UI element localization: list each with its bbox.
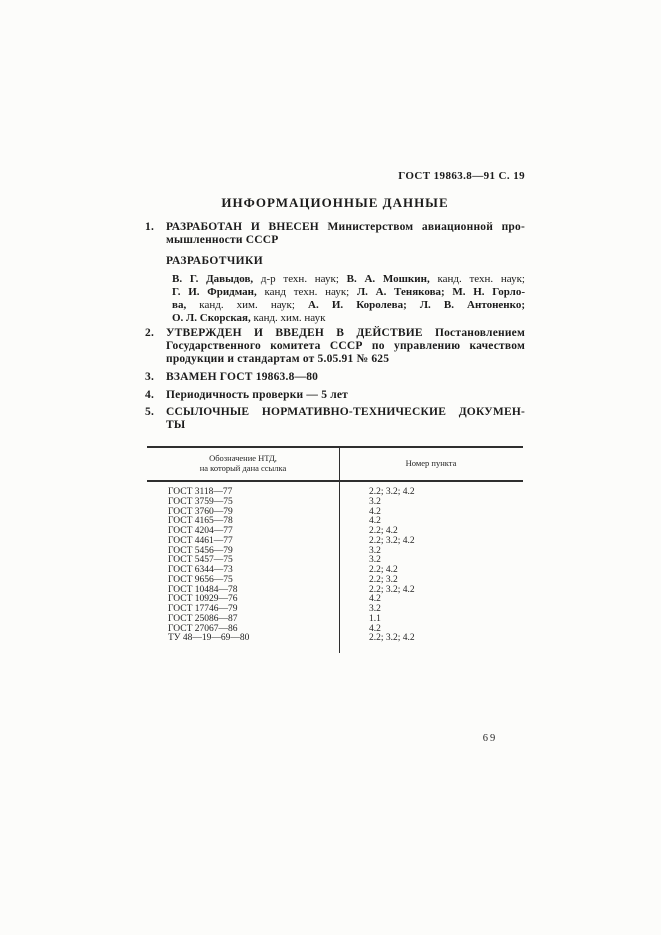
column-header-ntd [147, 454, 339, 473]
running-header: ГОСТ 19863.8—91 С. 19 [398, 170, 525, 182]
item-2-line-3: продукции и стандартам от 5.05.91 № 625 [166, 353, 390, 365]
list-item-4 [145, 389, 525, 402]
list-item-3 [145, 371, 525, 384]
item-2-number: 2. [145, 327, 155, 339]
developers-heading: РАЗРАБОТЧИКИ [166, 255, 264, 267]
item-5-number: 5. [145, 406, 155, 418]
ntd-cell: ГОСТ 3759—75 [168, 496, 233, 507]
clause-cell: 2.2; 3.2; 4.2 [369, 535, 415, 546]
developers-line-1: В. Г. Давыдов, д-р техн. наук; В. А. Мошкин, канд. техн. наук; [172, 273, 525, 285]
table-body [147, 482, 523, 653]
item-2-line-1: УТВЕРЖДЕН И ВВЕДЕН В ДЕЙСТВИЕ Постановлением [166, 327, 525, 339]
item-4-number: 4. [145, 389, 155, 401]
table-row [147, 634, 523, 644]
developers-line-3: ва, канд. хим. наук; А. И. Королева; Л. В. Антоненко; [172, 299, 526, 311]
ntd-cell: ГОСТ 5457—75 [168, 555, 233, 566]
page-number: 69 [482, 733, 498, 744]
ntd-cell: ГОСТ 3118—77 [168, 487, 233, 497]
ntd-cell: ГОСТ 4461—77 [168, 535, 233, 546]
column-header-ntd-line-1: Обозначение НТД, [209, 453, 277, 463]
column-header-ntd-line-2: на который дана ссылка [199, 462, 287, 473]
ntd-cell: ГОСТ 10484—78 [168, 584, 238, 595]
list-item-1 [145, 221, 525, 247]
ntd-cell: ГОСТ 4165—78 [168, 516, 233, 527]
item-1-line-1: РАЗРАБОТАН И ВНЕСЕН Министерством авиационной про- [166, 221, 525, 233]
ntd-cell: ГОСТ 6344—73 [168, 565, 233, 575]
item-4-text [166, 389, 525, 402]
ntd-cell: ГОСТ 17746—79 [168, 604, 238, 614]
item-5-line-1: ССЫЛОЧНЫЕ НОРМАТИВНО-ТЕХНИЧЕСКИЕ ДОКУМЕН- [166, 406, 525, 418]
item-1-line-2: мышленности СССР [166, 234, 279, 246]
ntd-cell: ТУ 48—19—69—80 [168, 633, 250, 644]
clause-cell: 2.2; 3.2; 4.2 [369, 487, 415, 497]
ntd-cell: ГОСТ 10929—76 [168, 594, 238, 605]
column-header-clause-label: Номер пункта [405, 457, 457, 468]
clause-cell: 3.2 [369, 496, 381, 507]
ntd-cell: ГОСТ 3760—79 [168, 506, 233, 517]
clause-cell: 4.2 [369, 594, 381, 605]
clause-cell: 2.2; 3.2; 4.2 [369, 633, 415, 644]
item-1-text [166, 221, 525, 247]
item-3-text [166, 371, 525, 384]
developers-line-2: Г. И. Фридман, канд техн. наук; Л. А. Тенякова; М. Н. Горло- [172, 286, 525, 298]
item-5-line-2: ТЫ [166, 419, 186, 431]
column-divider [339, 448, 340, 653]
ntd-cell: ГОСТ 9656—75 [168, 574, 233, 585]
item-1-number: 1. [145, 221, 155, 233]
developers-line-4: О. Л. Скорская, канд. хим. наук [172, 312, 326, 324]
ntd-cell: ГОСТ 5456—79 [168, 545, 233, 556]
item-2-line-2: Государственного комитета СССР по управлению качеством [166, 340, 525, 352]
ntd-cell: ГОСТ 4204—77 [168, 526, 233, 536]
clause-cell: 1.1 [369, 613, 381, 624]
clause-cell: 4.2 [369, 506, 381, 517]
list-item-2 [145, 327, 525, 366]
item-3-number: 3. [145, 371, 155, 383]
item-3-line-1: ВЗАМЕН ГОСТ 19863.8—80 [166, 371, 319, 383]
ntd-cell: ГОСТ 27067—86 [168, 623, 238, 634]
clause-cell: 2.2; 3.2 [369, 574, 398, 585]
page-title: ИНФОРМАЦИОННЫЕ ДАННЫЕ [221, 195, 449, 210]
clause-cell: 4.2 [369, 623, 381, 634]
clause-cell: 3.2 [369, 545, 381, 556]
clause-cell: 3.2 [369, 604, 381, 614]
column-header-clause [339, 454, 523, 473]
table-header-row [147, 448, 523, 482]
ntd-cell: ГОСТ 25086—87 [168, 613, 238, 624]
developers-paragraph [172, 273, 525, 325]
clause-cell: 3.2 [369, 555, 381, 566]
clause-cell: 2.2; 4.2 [369, 565, 398, 575]
item-2-text [166, 327, 525, 366]
clause-cell: 4.2 [369, 516, 381, 527]
clause-cell: 2.2; 4.2 [369, 526, 398, 536]
clause-cell: 2.2; 3.2; 4.2 [369, 584, 415, 595]
item-4-line-1: Периодичность проверки — 5 лет [166, 389, 349, 401]
list-item-5 [145, 406, 525, 432]
references-table [147, 446, 523, 653]
item-5-text [166, 406, 525, 432]
